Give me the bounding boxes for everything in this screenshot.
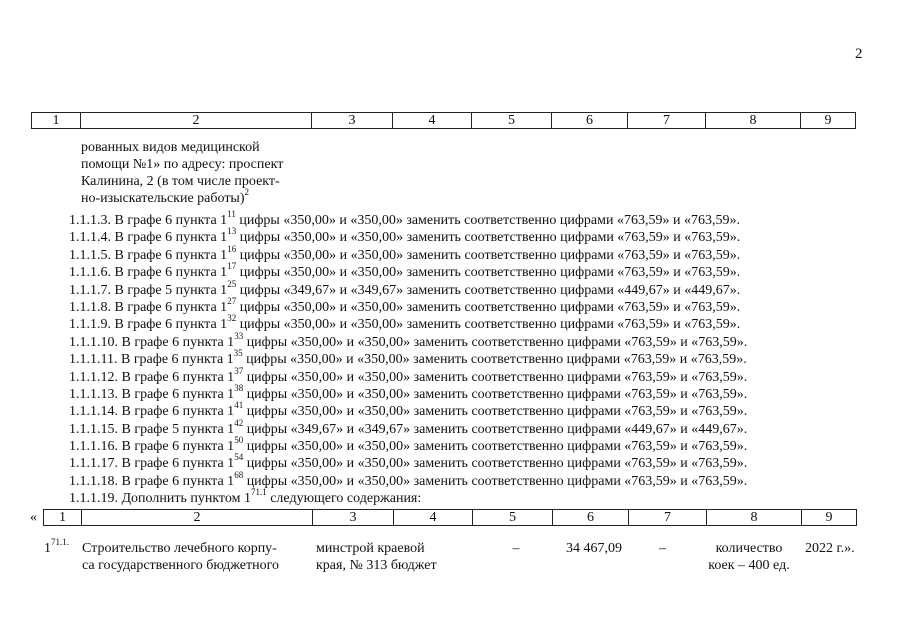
amendment-item: 1.1.1.6. В графе 6 пункта $1^{17}$ цифры «350,00» и «350,00» заменить соответственно цифрами «763,59» и «763,59». [69, 261, 741, 281]
amendment-item: 1.1.1.12. В графе 6 пункта $1^{37}$ цифры «350,00» и «350,00» заменить соответственно цифрами «763,59» и «763,59». [69, 365, 748, 385]
header-cell-9: 9 [802, 510, 857, 526]
amendment-item: 1.1.1.16. В графе 6 пункта $1^{50}$ цифры «350,00» и «350,00» заменить соответственно цифрами «763,59» и «763,59». [69, 435, 748, 455]
amendment-item: 1.1.1.17. В графе 6 пункта $1^{54}$ цифры «350,00» и «350,00» заменить соответственно цифрами «763,59» и «763,59». [69, 452, 748, 472]
row-year: 2022 г.». [805, 541, 855, 556]
page-number: 2 [855, 46, 863, 62]
header-cell-7: 7 [629, 510, 707, 526]
row-col5: – [512, 541, 520, 556]
amendment-item: 1.1.1.8. В графе 6 пункта $1^{27}$ цифры «350,00» и «350,00» заменить соответственно цифрами «763,59» и «763,59». [69, 295, 741, 315]
amendment-item: 1.1.1.7. В графе 5 пункта $1^{25}$ цифры «349,67» и «349,67» заменить соответственно цифрами «449,67» и «449,67». [69, 278, 741, 298]
amendment-item: 1.1.1.18. В графе 6 пункта $1^{68}$ цифры «350,00» и «350,00» заменить соответственно цифрами «763,59» и «763,59». [69, 469, 748, 489]
amendment-item: 1.1.1.14. В графе 6 пункта $1^{41}$ цифры «350,00» и «350,00» заменить соответственно цифрами «763,59» и «763,59». [69, 400, 748, 420]
amendment-item: 1.1.1.3. В графе 6 пункта $1^{11}$ цифры «350,00» и «350,00» заменить соответственно цифрами «763,59» и «763,59». [69, 209, 740, 228]
header-cell-5: 5 [473, 510, 553, 526]
header-cell-2: 2 [81, 113, 312, 129]
row-col7: – [659, 541, 666, 556]
amendment-item: 1.1.1.13. В графе 6 пункта $1^{38}$ цифры «350,00» и «350,00» заменить соответственно цифрами «763,59» и «763,59». [69, 382, 748, 402]
opening-quote: « [30, 510, 37, 525]
header-cell-8: 8 [706, 113, 801, 129]
row-capacity: количество коек – 400 ед. [708, 541, 790, 573]
row-object-name: Строительство лечебного корпу- са государственного бюджетного [82, 541, 279, 573]
header-cell-4: 4 [393, 113, 472, 129]
header-cell-7: 7 [628, 113, 706, 129]
header-cell-5: 5 [472, 113, 552, 129]
continued-cell-text: рованных видов медицинской помощи №1» по адресу: проспект Калинина, 2 (в том числе проект- но-изыскательские работы)$^2$ [81, 140, 284, 206]
row-customer: минстрой краевой края, № 313 бюджет [316, 541, 437, 573]
header-cell-1: 1 [44, 510, 82, 526]
header-cell-3: 3 [312, 113, 393, 129]
amendment-item: 1.1.1.10. В графе 6 пункта $1^{33}$ цифры «350,00» и «350,00» заменить соответственно цифрами «763,59» и «763,59». [69, 330, 748, 350]
amendment-item: 1.1.1.15. В графе 5 пункта $1^{42}$ цифры «349,67» и «349,67» заменить соответственно цифрами «449,67» и «449,67». [69, 417, 748, 437]
row-number: $1^{71.1.}$ [44, 537, 69, 556]
amendment-item: 1.1.1.4. В графе 6 пункта $1^{13}$ цифры «350,00» и «350,00» заменить соответственно цифрами «763,59» и «763,59». [69, 226, 741, 246]
header-cell-1: 1 [32, 113, 81, 129]
amendment-item: 1.1.1.9. В графе 6 пункта $1^{32}$ цифры «350,00» и «350,00» заменить соответственно цифрами «763,59» и «763,59». [69, 313, 741, 333]
amendments-list [69, 209, 748, 508]
header-cell-8: 8 [707, 510, 802, 526]
header-cell-6: 6 [553, 510, 629, 526]
row-col6: 34 467,09 [566, 541, 622, 556]
header-cell-9: 9 [801, 113, 856, 129]
amendment-item: 1.1.1.11. В графе 6 пункта $1^{35}$ цифры «350,00» и «350,00» заменить соответственно цифрами «763,59» и «763,59». [69, 348, 747, 368]
header-cell-4: 4 [394, 510, 473, 526]
table-header-top [31, 112, 856, 129]
table-header-bottom [43, 509, 857, 526]
amendment-item: 1.1.1.19. Дополнить пунктом $1^{71.1}$ следующего содержания: [69, 487, 422, 507]
header-cell-2: 2 [82, 510, 313, 526]
header-cell-3: 3 [313, 510, 394, 526]
amendment-item: 1.1.1.5. В графе 6 пункта $1^{16}$ цифры «350,00» и «350,00» заменить соответственно цифрами «763,59» и «763,59». [69, 243, 741, 263]
header-cell-6: 6 [552, 113, 628, 129]
